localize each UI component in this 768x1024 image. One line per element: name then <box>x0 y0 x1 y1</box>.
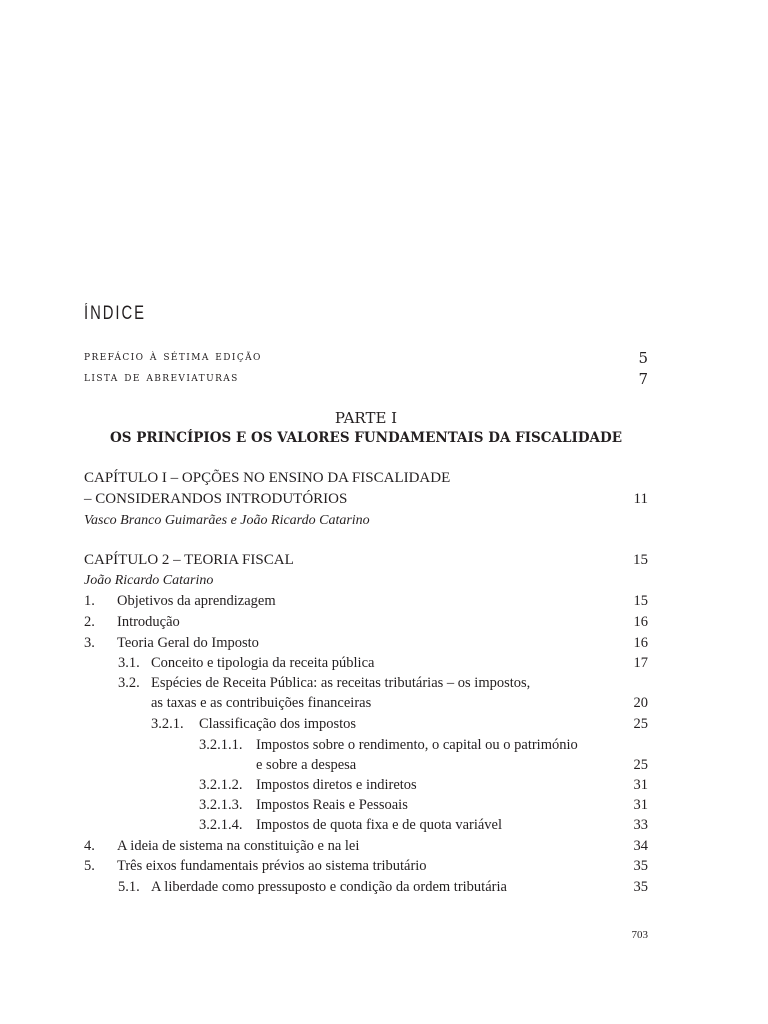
index-title: ÍNDICE <box>84 303 146 324</box>
toc-entry-number: 3. <box>84 635 95 651</box>
toc-entry <box>84 675 648 695</box>
toc-entry-page: 17 <box>633 655 648 671</box>
toc-entry-text: Teoria Geral do Imposto <box>117 635 259 651</box>
toc-entry-page: 16 <box>633 635 648 651</box>
toc-entry-number: 1. <box>84 593 95 609</box>
toc-entry-page: 35 <box>633 879 648 895</box>
front-matter-label: lista de abreviaturas <box>84 370 239 385</box>
part-subtitle: OS PRINCÍPIOS E OS VALORES FUNDAMENTAIS DA FISCALIDADE <box>109 430 622 446</box>
toc-entry <box>84 838 648 858</box>
toc-entry-continuation <box>84 695 648 715</box>
toc-entry-page: 34 <box>633 838 648 854</box>
toc-entry <box>84 655 648 675</box>
chapter2-title <box>84 552 648 569</box>
toc-entry-text: Impostos de quota fixa e de quota variável <box>256 817 503 833</box>
chapter1-title-line2 <box>84 491 648 508</box>
toc-entry-text: Conceito e tipologia da receita pública <box>151 655 375 671</box>
chapter2-page: 15 <box>633 552 648 568</box>
toc-entry-text: A liberdade como pressuposto e condição da ordem tributária <box>151 879 507 895</box>
toc-entry-page: 20 <box>633 695 648 711</box>
toc-entry-number: 3.2.1.3. <box>199 797 243 813</box>
toc-entry-text: Impostos diretos e indiretos <box>256 777 417 793</box>
toc-entry-text: A ideia de sistema na constituição e na lei <box>117 838 360 854</box>
toc-entry <box>84 737 648 757</box>
chapter2-author: João Ricardo Catarino <box>84 573 214 588</box>
toc-entry-continuation <box>84 757 648 777</box>
toc-entry-number: 3.2. <box>118 675 140 691</box>
toc-entry-page: 31 <box>633 797 648 813</box>
toc-entry-page: 35 <box>633 858 648 874</box>
toc-entry <box>84 635 648 655</box>
front-matter-page: 7 <box>638 370 648 388</box>
toc-entry-number: 3.2.1.2. <box>199 777 243 793</box>
part-title: PARTE I <box>334 409 398 427</box>
toc-entry-number: 3.2.1. <box>151 716 184 732</box>
toc-entry <box>84 817 648 837</box>
toc-entry-text: Objetivos da aprendizagem <box>117 593 276 609</box>
toc-entry <box>84 593 648 613</box>
toc-entry-page: 31 <box>633 777 648 793</box>
toc-entry-page: 15 <box>633 593 648 609</box>
toc-entry-text: as taxas e as contribuições financeiras <box>151 695 372 711</box>
toc-entry-text: Espécies de Receita Pública: as receitas tributárias – os impostos, <box>151 675 531 691</box>
toc-entry <box>84 777 648 797</box>
toc-entry-page: 25 <box>633 716 648 732</box>
toc-entry-number: 5. <box>84 858 95 874</box>
page-number: 703 <box>631 929 648 941</box>
toc-entry-number: 2. <box>84 614 95 630</box>
toc-entry-text: Impostos sobre o rendimento, o capital ou o património <box>256 737 578 753</box>
toc-entry-number: 4. <box>84 838 95 854</box>
toc-entry <box>84 879 648 899</box>
toc-entry <box>84 858 648 878</box>
toc-entry-page: 16 <box>633 614 648 630</box>
chapter2-title-text: CAPÍTULO 2 – TEORIA FISCAL <box>84 552 294 568</box>
toc-entry-page: 25 <box>633 757 648 773</box>
front-matter-label: prefácio à sétima edição <box>84 349 262 364</box>
toc-entry-page: 33 <box>633 817 648 833</box>
chapter1-page: 11 <box>633 491 648 507</box>
toc-entry-number: 3.2.1.4. <box>199 817 243 833</box>
toc-entry <box>84 716 648 736</box>
toc-entry-text: Introdução <box>117 614 180 630</box>
toc-entry <box>84 797 648 817</box>
toc-entry-text: Classificação dos impostos <box>199 716 357 732</box>
toc-entry-text: Três eixos fundamentais prévios ao sistema tributário <box>117 858 427 874</box>
toc-entry <box>84 614 648 634</box>
chapter1-authors: Vasco Branco Guimarães e João Ricardo Catarino <box>84 513 370 528</box>
toc-entry-number: 3.2.1.1. <box>199 737 243 753</box>
toc-entry-text: e sobre a despesa <box>256 757 357 773</box>
chapter1-title-line1: CAPÍTULO I – OPÇÕES NO ENSINO DA FISCALIDADE <box>84 470 451 486</box>
toc-entry-text: Impostos Reais e Pessoais <box>256 797 408 813</box>
toc-entry-number: 5.1. <box>118 879 140 895</box>
front-matter-page: 5 <box>638 349 648 367</box>
chapter1-title-line2-text: – CONSIDERANDOS INTRODUTÓRIOS <box>84 491 348 507</box>
toc-entry-number: 3.1. <box>118 655 140 671</box>
